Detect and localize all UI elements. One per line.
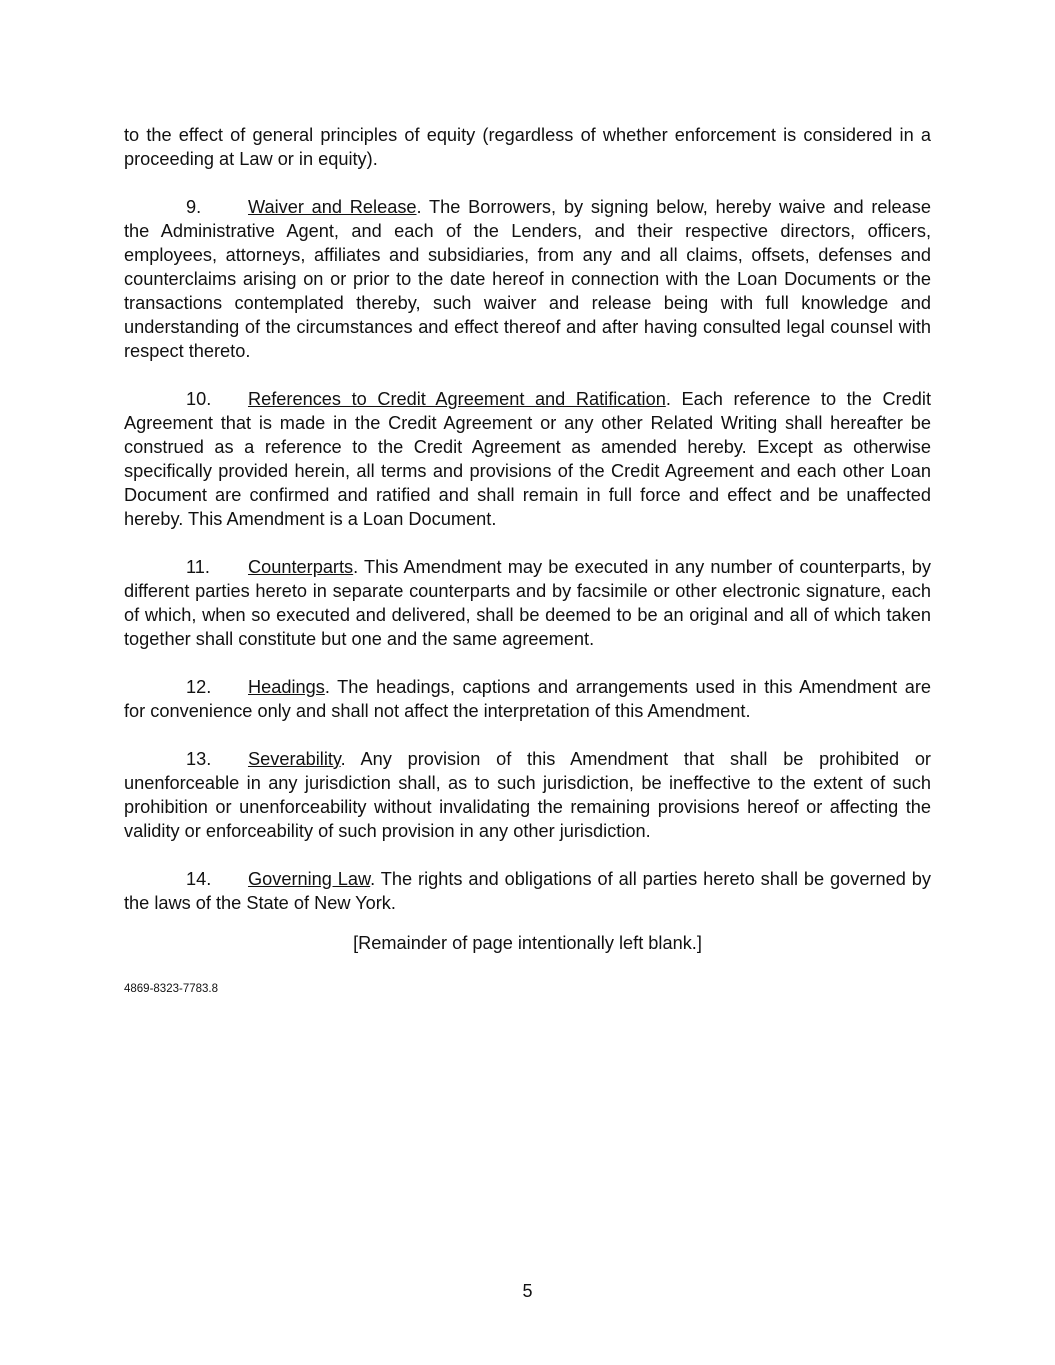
section-text: . The Borrowers, by signing below, hereby waive and release the Administrative Agent, and each of the Lenders, and their respective directors, officers, employees, attorneys, affiliates and subsidiaries, from any and all claims, offsets, defenses and counterclaims arising on or prior to the date hereof in connection with the Loan Documents or the transactions contemplated thereby, such waiver and release being with full knowledge and understanding of the circumstances and effect thereof and after having consulted legal counsel with respect thereto. [124,197,931,361]
section-text: . The headings, captions and arrangements used in this Amendment are for convenience only and shall not affect the interpretation of this Amendment. [124,677,931,721]
section-heading: Headings [248,677,325,697]
document-id: 4869-8323-7783.8 [124,983,218,995]
section-text: . The rights and obligations of all parties hereto shall be governed by the laws of the State of New York. [124,869,931,913]
section-number: 14. [186,869,212,889]
opening-paragraph: to the effect of general principles of equity (regardless of whether enforcement is considered in a proceeding at Law or in equity). [124,125,931,169]
section-12 [124,675,931,723]
section-heading: Severability [248,749,341,769]
section-number: 10. [186,389,212,409]
section-number: 9. [186,197,202,217]
section-14 [124,867,931,915]
section-number: 11. [186,557,210,577]
section-text: . Each reference to the Credit Agreement that is made in the Credit Agreement or any other Related Writing shall hereafter be construed as a reference to the Credit Agreement as amended hereby. Except as otherwise specifically provided herein, all terms and provisions of the Credit Agreement and each other Loan Document are confirmed and ratified and shall remain in full force and effect and be unaffected hereby. This Amendment is a Loan Document. [124,389,931,529]
section-heading: Counterparts [248,557,354,577]
section-number: 12. [186,677,212,697]
section-13 [124,747,931,843]
section-heading: Governing Law [248,869,371,889]
section-text: . Any provision of this Amendment that shall be prohibited or unenforceable in any jurisdiction shall, as to such jurisdiction, be ineffective to the extent of such prohibition or unenforceability without invalidating the remaining provisions hereof or affecting the validity or enforceability of such provision in any other jurisdiction. [124,749,931,841]
section-heading: References to Credit Agreement and Ratification [248,389,666,409]
remainder-note: [Remainder of page intentionally left blank.] [353,933,702,953]
document-body [124,123,931,939]
section-text: . This Amendment may be executed in any number of counterparts, by different parties hereto in separate counterparts and by facsimile or other electronic signature, each of which, when so executed and delivered, shall be deemed to be an original and all of which taken together shall constitute but one and the same agreement. [124,557,931,649]
section-9 [124,195,931,363]
page-number: 5 [522,1281,533,1301]
section-10 [124,387,931,531]
section-heading: Waiver and Release [248,197,417,217]
section-11 [124,555,931,651]
section-number: 13. [186,749,212,769]
